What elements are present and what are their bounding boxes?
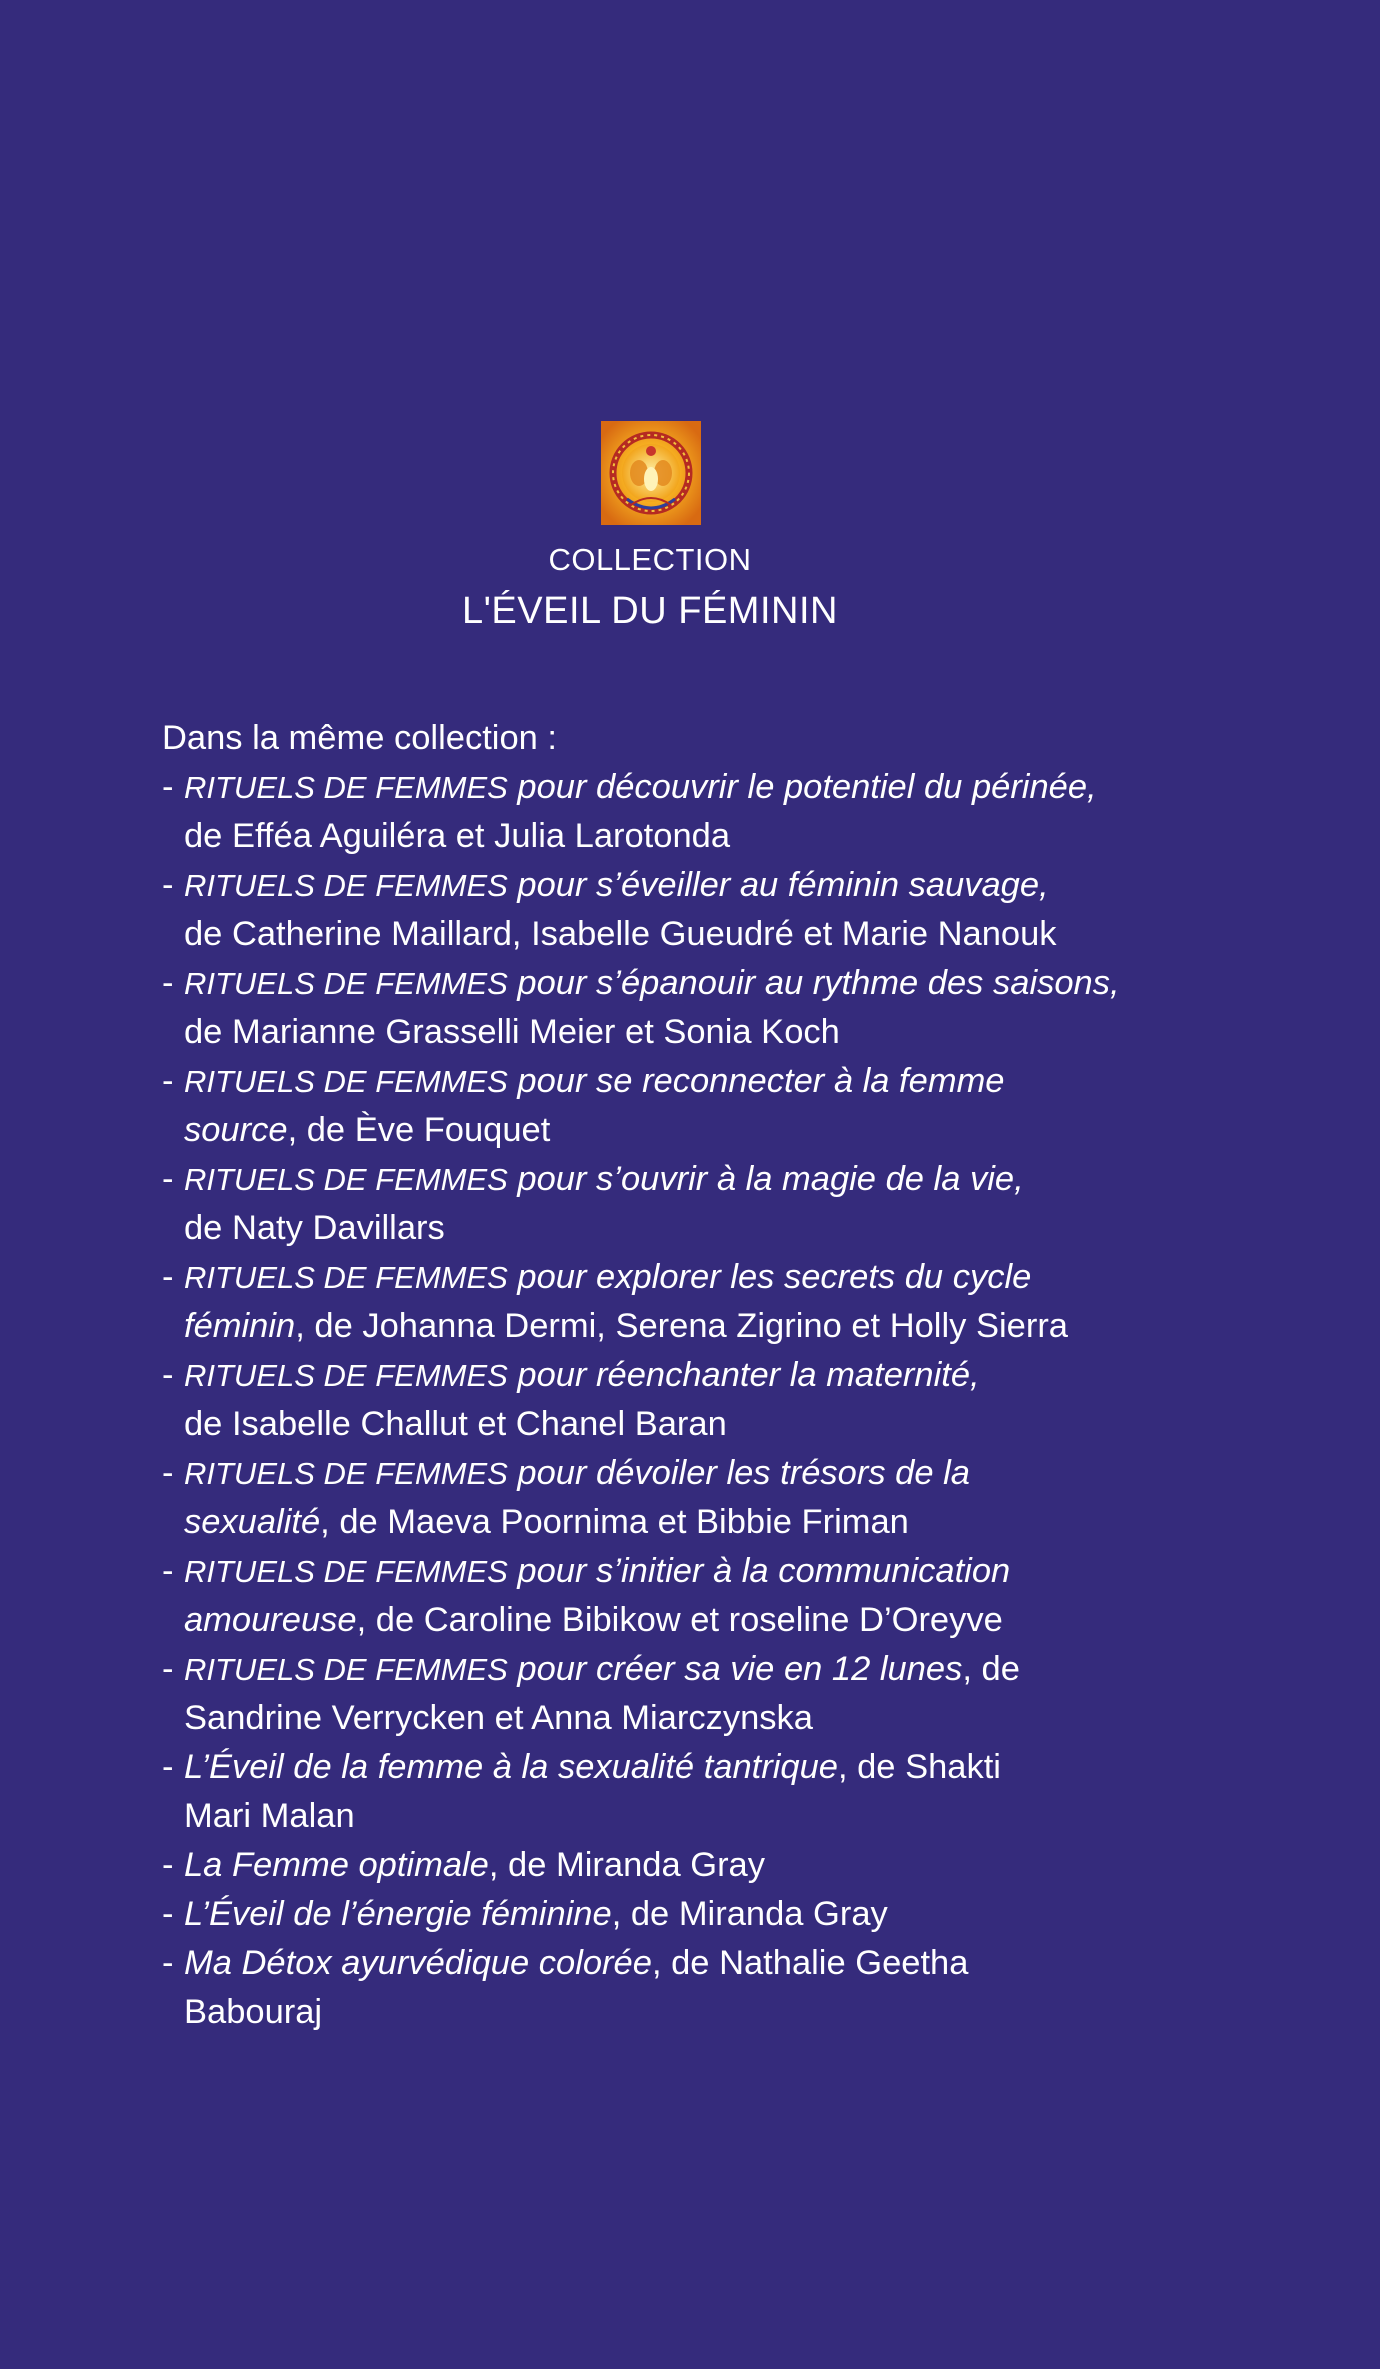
list-item <box>162 959 1242 1057</box>
book-authors: de Catherine Maillard, Isabelle Gueudré et Marie Nanouk <box>184 915 1057 953</box>
book-list <box>162 763 1242 2037</box>
book-series: RITUELS DE FEMMES <box>184 1064 508 1099</box>
list-dash: - <box>162 1944 174 1982</box>
book-title: pour découvrir le potentiel du périnée, <box>507 768 1097 806</box>
list-item <box>162 861 1242 959</box>
list-item <box>162 1449 1242 1547</box>
list-dash: - <box>162 1454 174 1492</box>
list-item <box>162 1351 1242 1449</box>
book-series: RITUELS DE FEMMES <box>184 1554 508 1589</box>
list-dash: - <box>162 866 174 904</box>
book-title-cont: sexualité <box>184 1503 321 1541</box>
list-item <box>162 1057 1242 1155</box>
book-authors: , de Shakti <box>837 1748 1001 1786</box>
book-title: L’Éveil de l’énergie féminine <box>184 1895 612 1933</box>
list-dash: - <box>162 768 174 806</box>
book-series: RITUELS DE FEMMES <box>184 1652 508 1687</box>
book-title: pour s’épanouir au rythme des saisons, <box>507 964 1120 1002</box>
book-authors: , de Miranda Gray <box>488 1846 765 1884</box>
list-dash: - <box>162 1748 174 1786</box>
book-authors: , de Ève Fouquet <box>287 1111 551 1149</box>
book-authors: , de Johanna Dermi, Serena Zigrino et Holly Sierra <box>295 1307 1068 1345</box>
book-authors: , de <box>962 1650 1020 1688</box>
list-item <box>162 1939 1242 2037</box>
list-item <box>162 1155 1242 1253</box>
book-series: RITUELS DE FEMMES <box>184 966 508 1001</box>
book-series: RITUELS DE FEMMES <box>184 1456 508 1491</box>
list-item <box>162 1743 1242 1841</box>
list-dash: - <box>162 1356 174 1394</box>
book-series: RITUELS DE FEMMES <box>184 1260 508 1295</box>
book-series: RITUELS DE FEMMES <box>184 1162 508 1197</box>
book-authors: , de Miranda Gray <box>611 1895 888 1933</box>
list-dash: - <box>162 1895 174 1933</box>
book-title: pour dévoiler les trésors de la <box>507 1454 970 1492</box>
book-title: pour créer sa vie en 12 lunes <box>507 1650 963 1688</box>
list-dash: - <box>162 1160 174 1198</box>
book-title-cont: source <box>184 1111 288 1149</box>
book-authors-cont: Babouraj <box>184 1993 323 2031</box>
list-item <box>162 1841 1242 1890</box>
collection-logo-icon <box>601 421 701 525</box>
book-authors: de Isabelle Challut et Chanel Baran <box>184 1405 727 1443</box>
book-title: pour s’initier à la communication <box>507 1552 1011 1590</box>
same-collection-list <box>162 714 1242 2037</box>
book-title: Ma Détox ayurvédique colorée <box>184 1944 652 1982</box>
book-series: RITUELS DE FEMMES <box>184 868 508 903</box>
book-title: L’Éveil de la femme à la sexualité tantrique <box>184 1748 838 1786</box>
list-item <box>162 763 1242 861</box>
book-title-cont: amoureuse <box>184 1601 357 1639</box>
book-title: pour s’éveiller au féminin sauvage, <box>507 866 1049 904</box>
book-series: RITUELS DE FEMMES <box>184 770 508 805</box>
book-authors: , de Maeva Poornima et Bibbie Friman <box>320 1503 909 1541</box>
list-intro: Dans la même collection : <box>162 719 557 757</box>
list-dash: - <box>162 1552 174 1590</box>
book-title: pour réenchanter la maternité, <box>507 1356 980 1394</box>
list-dash: - <box>162 1846 174 1884</box>
list-dash: - <box>162 1650 174 1688</box>
book-authors: de Efféa Aguiléra et Julia Larotonda <box>184 817 731 855</box>
book-title: La Femme optimale <box>184 1846 489 1884</box>
list-dash: - <box>162 1062 174 1100</box>
book-authors: , de Nathalie Geetha <box>651 1944 969 1982</box>
collection-label: COLLECTION <box>548 542 752 577</box>
book-title: pour explorer les secrets du cycle <box>507 1258 1032 1296</box>
book-authors-cont: Sandrine Verrycken et Anna Miarczynska <box>184 1699 813 1737</box>
list-dash: - <box>162 1258 174 1296</box>
list-dash: - <box>162 964 174 1002</box>
book-title: pour s’ouvrir à la magie de la vie, <box>507 1160 1024 1198</box>
book-authors: , de Caroline Bibikow et roseline D’Oreyve <box>356 1601 1003 1639</box>
book-series: RITUELS DE FEMMES <box>184 1358 508 1393</box>
book-authors-cont: Mari Malan <box>184 1797 355 1835</box>
book-title-cont: féminin <box>184 1307 296 1345</box>
list-item <box>162 1253 1242 1351</box>
list-item <box>162 1645 1242 1743</box>
list-item <box>162 1890 1242 1939</box>
book-title: pour se reconnecter à la femme <box>507 1062 1005 1100</box>
book-authors: de Marianne Grasselli Meier et Sonia Koch <box>184 1013 840 1051</box>
book-authors: de Naty Davillars <box>184 1209 445 1247</box>
collection-name: L'ÉVEIL DU FÉMININ <box>462 590 838 632</box>
list-item <box>162 1547 1242 1645</box>
